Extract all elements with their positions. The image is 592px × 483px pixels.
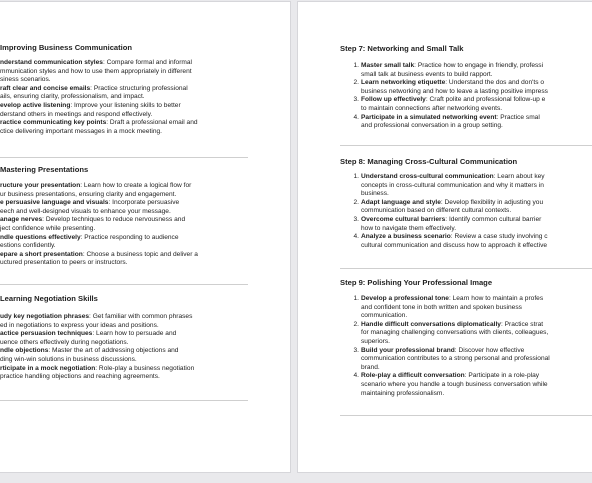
section-step-9 (340, 278, 592, 398)
list-item: rticipate in a mock negotiation: Role-play a business negotiation practice handling objections and reaching agreements. (0, 364, 195, 381)
list-item: 1. Understand cross-cultural communication: Learn about key concepts in cross-cultural communication and why it matters in business. (353, 173, 545, 198)
item-list (0, 59, 248, 136)
section-step-8 (340, 157, 592, 250)
list-item: 4. Analyze a business scenario: Review a case study involving c cultural communication and discuss how to approach it effective (353, 233, 548, 249)
item-list (353, 295, 592, 398)
list-item: ndle questions effectively: Practice responding to audience estions confidently. (0, 233, 179, 250)
list-item: e persuasive language and visuals: Incorporate persuasive eech and well-designed visuals to enhance your message. (0, 199, 180, 215)
list-item: 4. Role-play a difficult conversation: Participate in a role-play scenario where you handle a tough business conversation while maintaining professionalism. (353, 372, 548, 397)
section-title: Step 8: Managing Cross-Cultural Communication (340, 157, 518, 166)
list-item: evelop active listening: Improve your listening skills to better derstand others in meetings and respond effectively. (0, 101, 181, 118)
document-page-left (0, 2, 290, 472)
list-item: 2. Learn networking etiquette: Understand the dos and don'ts o business networking and how to leave a lasting positive impress (353, 79, 548, 95)
list-item: actice persuasion techniques: Learn how to persuade and uence others effectively during negotiations. (0, 330, 177, 346)
section-divider (340, 268, 592, 269)
section-divider (340, 415, 592, 416)
section-presentations (0, 165, 248, 268)
list-item: 3. Build your professional brand: Discover how effective communication contributes to a strong personal and professional brand. (353, 346, 550, 371)
list-item: anage nerves: Develop techniques to reduce nervousness and ject confidence while presenting. (0, 216, 186, 232)
section-divider (0, 157, 248, 158)
list-item: nderstand communication styles: Compare formal and informal mmunication styles and how to use them appropriately in different siness scenarios. (0, 59, 193, 84)
document-page-right (298, 2, 592, 472)
section-negotiation (0, 294, 248, 382)
list-item: ractice communicating key points: Draft a professional email and ctice delivering important messages in a mock meeting. (0, 119, 198, 135)
list-item: ructure your presentation: Learn how to create a logical flow for ur business presentations, ensuring clarity and engagement. (0, 182, 192, 198)
list-item: epare a short presentation: Choose a business topic and deliver a uctured presentation to peers or instructors. (0, 250, 198, 267)
item-list (0, 313, 248, 382)
section-divider (0, 400, 248, 401)
item-list (353, 62, 592, 131)
list-item: 2. Handle difficult conversations diplomatically: Practice strat for managing challenging conversations with clients, colleagues, superiors. (353, 320, 549, 345)
section-title: Step 9: Polishing Your Professional Image (340, 278, 493, 287)
list-item: 2. Adapt language and style: Develop flexibility in adjusting you communication based on different cultural contexts. (353, 198, 544, 215)
section-title: Improving Business Communication (0, 43, 133, 52)
list-item: ndle objections: Master the art of addressing objections and ding win-win solutions in business discussions. (0, 347, 179, 363)
list-item: 3. Follow up effectively: Craft polite and professional follow-up e to maintain connections after networking events. (353, 96, 546, 112)
item-list (0, 182, 248, 268)
list-item: 1. Master small talk: Practice how to engage in friendly, professi small talk at business events to build rapport. (353, 62, 544, 78)
list-item: 1. Develop a professional tone: Learn how to maintain a profes and confident tone in both written and spoken business communication. (353, 295, 544, 320)
item-list (353, 173, 592, 250)
list-item: 4. Participate in a simulated networking event: Practice smal and professional conversation in a group setting. (353, 113, 540, 130)
list-item: raft clear and concise emails: Practice structuring professional ails, ensuring clarity, professionalism, and impact. (0, 84, 188, 101)
section-step-7 (340, 44, 592, 131)
list-item: 3. Overcome cultural barriers: Identify common cultural barrier how to navigate them effectively. (353, 215, 542, 232)
section-divider (0, 284, 248, 285)
list-item: udy key negotiation phrases: Get familiar with common phrases ed in negotiations to express your ideas and positions. (0, 313, 193, 329)
section-title: Learning Negotiation Skills (0, 294, 98, 303)
section-title: Mastering Presentations (0, 165, 89, 174)
section-divider (340, 145, 592, 146)
section-title: Step 7: Networking and Small Talk (340, 44, 464, 53)
section-business-communication (0, 43, 248, 136)
